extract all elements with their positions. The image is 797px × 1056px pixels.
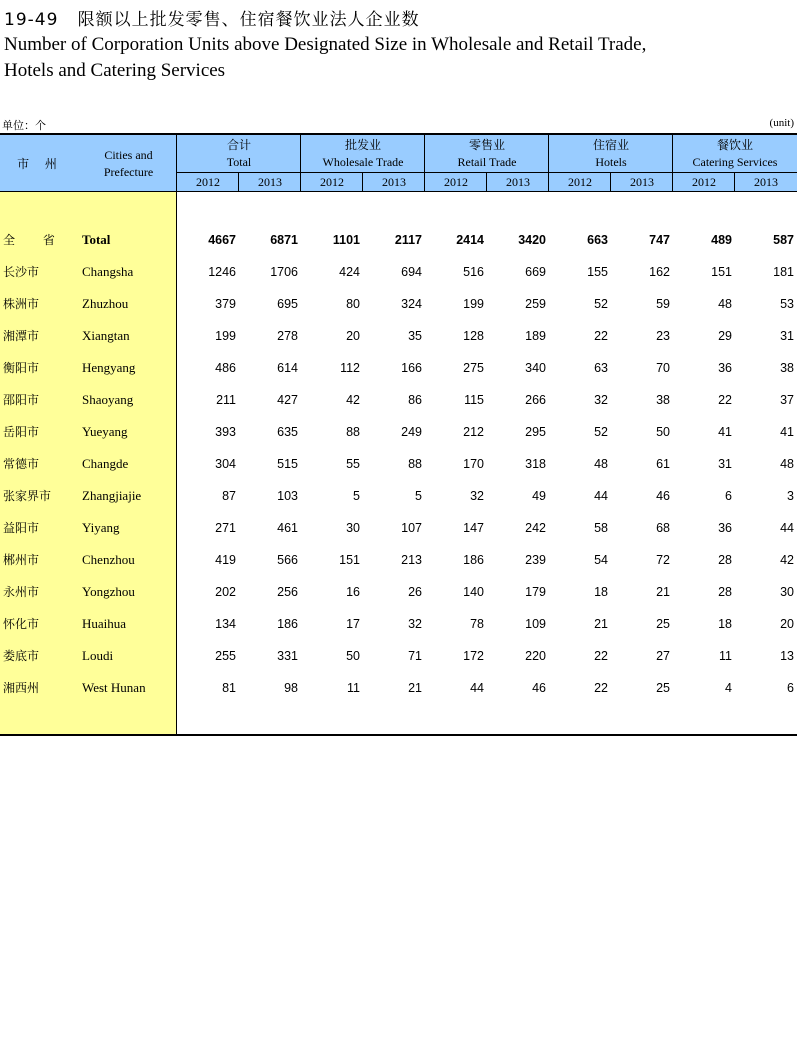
row-label-cn: 岳阳市 [3, 425, 40, 439]
table-cell: 189 [525, 329, 546, 343]
table-cell: 86 [408, 393, 422, 407]
row-label-cn: 怀化市 [3, 617, 40, 631]
table-cell: 566 [277, 553, 298, 567]
table-cell: 213 [401, 553, 422, 567]
table-cell: 1246 [208, 265, 236, 279]
table-cell: 107 [401, 521, 422, 535]
table-cell: 2117 [394, 233, 422, 247]
table-cell: 1706 [270, 265, 298, 279]
table-cell: 41 [780, 425, 794, 439]
table-cell: 48 [718, 297, 732, 311]
table-cell: 461 [277, 521, 298, 535]
table-cell: 275 [463, 361, 484, 375]
table-cell: 115 [464, 393, 484, 407]
table-cell: 22 [594, 649, 608, 663]
table-cell: 155 [587, 265, 608, 279]
table-cell: 181 [773, 265, 794, 279]
table-cell: 17 [346, 617, 360, 631]
table-cell: 669 [525, 265, 546, 279]
table-cell: 31 [780, 329, 794, 343]
table-cell: 80 [346, 297, 360, 311]
table-cell: 61 [656, 457, 670, 471]
table-cell: 172 [463, 649, 484, 663]
table-row [0, 416, 797, 448]
table-cell: 151 [711, 265, 732, 279]
table-cell: 58 [594, 521, 608, 535]
table-cell: 13 [780, 649, 794, 663]
table-cell: 37 [780, 393, 794, 407]
table-cell: 16 [346, 585, 360, 599]
table-cell: 6 [787, 681, 794, 695]
table-cell: 42 [780, 553, 794, 567]
table-row [0, 288, 797, 320]
table-cell: 516 [463, 265, 484, 279]
table-cell: 318 [525, 457, 546, 471]
row-label-cn: 常德市 [3, 457, 40, 471]
table-cell: 78 [470, 617, 484, 631]
header-year-2012: 2012 [444, 175, 468, 189]
row-label-cn: 长沙市 [3, 265, 40, 279]
table-row-total [0, 224, 797, 256]
table-cell: 331 [277, 649, 298, 663]
header-group-cn: 住宿业 [592, 138, 629, 152]
header-group-cn: 餐饮业 [716, 138, 753, 152]
table-cell: 186 [277, 617, 298, 631]
header-year-2013: 2013 [258, 175, 282, 189]
table-cell: 22 [594, 681, 608, 695]
table-cell: 20 [780, 617, 794, 631]
table-cell: 695 [277, 297, 298, 311]
header-group-catering [673, 137, 797, 171]
table-cell: 68 [656, 521, 670, 535]
row-label-cn: 娄底市 [3, 649, 40, 663]
header-group-en: Hotels [595, 155, 627, 169]
table-cell: 53 [780, 297, 794, 311]
table-cell: 166 [401, 361, 422, 375]
table-cell: 32 [408, 617, 422, 631]
row-label-cn: 邵阳市 [3, 393, 40, 407]
table-cell: 128 [463, 329, 484, 343]
table-cell: 59 [656, 297, 670, 311]
table-cell: 32 [594, 393, 608, 407]
header-group-cn: 零售业 [468, 138, 505, 152]
table-cell: 52 [594, 425, 608, 439]
header-group-en: Wholesale Trade [322, 155, 404, 169]
header-group-en: Retail Trade [457, 155, 517, 169]
table-cell: 72 [656, 553, 670, 567]
table-cell: 41 [718, 425, 732, 439]
table-cell: 18 [718, 617, 732, 631]
table-cell: 614 [277, 361, 298, 375]
table-cell: 25 [656, 617, 670, 631]
table-cell: 304 [215, 457, 236, 471]
table-bottom-rule [0, 734, 797, 736]
table-cell: 21 [408, 681, 422, 695]
header-group-total [177, 137, 301, 171]
row-label-en: Xiangtan [82, 328, 130, 343]
table-cell: 2414 [456, 233, 484, 247]
table-cell: 44 [470, 681, 484, 695]
table-cell: 147 [463, 521, 484, 535]
header-group-retail [425, 137, 549, 171]
table-cell: 81 [222, 681, 236, 695]
table-cell: 1101 [332, 233, 360, 247]
row-label-cn: 湘西州 [3, 681, 40, 695]
unit-label-cn: 单位：个 [2, 119, 46, 132]
table-row [0, 448, 797, 480]
row-label-cn: 湘潭市 [3, 329, 40, 343]
table-cell: 55 [346, 457, 360, 471]
table-cell: 98 [284, 681, 298, 695]
table-cell: 694 [401, 265, 422, 279]
table-title-en-line2: Hotels and Catering Services [4, 60, 226, 81]
header-year-2013: 2013 [630, 175, 654, 189]
table-cell: 35 [408, 329, 422, 343]
table-cell: 134 [215, 617, 236, 631]
table-cell: 255 [215, 649, 236, 663]
table-cell: 747 [649, 233, 670, 247]
row-label-en: Zhuzhou [82, 296, 129, 311]
table-cell: 271 [215, 521, 236, 535]
table-cell: 20 [346, 329, 360, 343]
table-row [0, 352, 797, 384]
header-year-2012: 2012 [320, 175, 344, 189]
table-cell: 489 [711, 233, 732, 247]
table-cell: 324 [401, 297, 422, 311]
table-cell: 49 [532, 489, 546, 503]
table-cell: 28 [718, 553, 732, 567]
table-row [0, 384, 797, 416]
table-cell: 4667 [208, 233, 236, 247]
table-title-en-line1: Number of Corporation Units above Designated Size in Wholesale and Retail Trade, [4, 34, 647, 55]
table-cell: 18 [594, 585, 608, 599]
table-cell: 199 [215, 329, 236, 343]
table-cell: 259 [525, 297, 546, 311]
table-cell: 44 [780, 521, 794, 535]
table-cell: 54 [594, 553, 608, 567]
table-cell: 87 [222, 489, 236, 503]
table-row [0, 544, 797, 576]
table-cell: 50 [656, 425, 670, 439]
header-group-hotels [549, 137, 673, 171]
table-cell: 70 [656, 361, 670, 375]
table-cell: 31 [718, 457, 732, 471]
table-cell: 239 [525, 553, 546, 567]
table-cell: 48 [594, 457, 608, 471]
table-cell: 5 [353, 489, 360, 503]
row-label-en: Hengyang [82, 360, 136, 375]
row-label-cn: 全 省 [3, 233, 67, 247]
title-cn-text: 限额以上批发零售、住宿餐饮业法人企业数 [77, 10, 420, 30]
table-cell: 88 [408, 457, 422, 471]
table-cell: 266 [525, 393, 546, 407]
table-cell: 424 [339, 265, 360, 279]
table-cell: 21 [656, 585, 670, 599]
table-cell: 26 [408, 585, 422, 599]
table-cell: 419 [215, 553, 236, 567]
table-cell: 46 [656, 489, 670, 503]
table-cell: 162 [649, 265, 670, 279]
table-cell: 211 [216, 393, 236, 407]
table-cell: 179 [525, 585, 546, 599]
table-cell: 38 [780, 361, 794, 375]
header-year-2012: 2012 [196, 175, 220, 189]
table-cell: 393 [215, 425, 236, 439]
table-cell: 3420 [518, 233, 546, 247]
table-cell: 140 [463, 585, 484, 599]
table-cell: 50 [346, 649, 360, 663]
table-cell: 379 [215, 297, 236, 311]
row-label-en: West Hunan [82, 680, 146, 695]
header-group-cn: 合计 [226, 138, 251, 152]
table-cell: 44 [594, 489, 608, 503]
table-row [0, 256, 797, 288]
table-cell: 340 [525, 361, 546, 375]
table-cell: 515 [277, 457, 298, 471]
table-cell: 202 [215, 585, 236, 599]
table-cell: 27 [656, 649, 670, 663]
row-label-cn: 株洲市 [3, 297, 40, 311]
table-cell: 249 [401, 425, 422, 439]
table-cell: 29 [718, 329, 732, 343]
row-label-en: Changsha [82, 264, 134, 279]
table-cell: 587 [773, 233, 794, 247]
header-group-en: Catering Services [692, 155, 778, 169]
unit-label-en: (unit) [769, 117, 794, 129]
header-city-cn: 市 州 [17, 157, 63, 171]
table-cell: 199 [463, 297, 484, 311]
table-cell: 36 [718, 361, 732, 375]
table-cell: 151 [339, 553, 360, 567]
table-cell: 38 [656, 393, 670, 407]
table-cell: 46 [532, 681, 546, 695]
table-cell: 427 [277, 393, 298, 407]
table-cell: 42 [346, 393, 360, 407]
table-row [0, 576, 797, 608]
table-cell: 5 [415, 489, 422, 503]
table-cell: 103 [277, 489, 298, 503]
table-cell: 28 [718, 585, 732, 599]
table-cell: 242 [525, 521, 546, 535]
table-row [0, 640, 797, 672]
table-cell: 663 [587, 233, 608, 247]
table-row [0, 320, 797, 352]
table-row [0, 672, 797, 704]
table-cell: 186 [463, 553, 484, 567]
row-label-en: Yueyang [82, 424, 128, 439]
table-cell: 278 [277, 329, 298, 343]
row-label-en: Chenzhou [82, 552, 135, 567]
table-row [0, 512, 797, 544]
header-group-wholesale [301, 137, 425, 171]
table-cell: 3 [787, 489, 794, 503]
row-label-cn: 益阳市 [3, 521, 40, 535]
table-cell: 295 [525, 425, 546, 439]
header-year-2013: 2013 [754, 175, 778, 189]
row-label-en: Yongzhou [82, 584, 135, 599]
row-label-en: Shaoyang [82, 392, 134, 407]
table-title-cn [4, 5, 420, 30]
table-cell: 36 [718, 521, 732, 535]
table-cell: 11 [719, 649, 732, 663]
row-label-en: Huaihua [82, 616, 127, 631]
header-city-en [80, 147, 177, 181]
header-group-en: Total [226, 155, 252, 169]
table-number: 19-49 [4, 10, 59, 30]
table-cell: 30 [346, 521, 360, 535]
table-row [0, 480, 797, 512]
row-label-en: Loudi [82, 648, 114, 663]
header-city-en-line1: Cities and [104, 148, 153, 162]
table-cell: 71 [408, 649, 422, 663]
table-cell: 32 [470, 489, 484, 503]
table-cell: 48 [780, 457, 794, 471]
table-row [0, 608, 797, 640]
row-label-en: Zhangjiajie [82, 488, 142, 503]
header-group-cn: 批发业 [344, 138, 381, 152]
header-year-2013: 2013 [506, 175, 530, 189]
table-cell: 112 [340, 361, 360, 375]
table-cell: 109 [525, 617, 546, 631]
row-label-en: Changde [82, 456, 129, 471]
table-cell: 63 [594, 361, 608, 375]
table-cell: 23 [656, 329, 670, 343]
header-year-2013: 2013 [382, 175, 406, 189]
table-cell: 486 [215, 361, 236, 375]
table-cell: 4 [725, 681, 732, 695]
table-cell: 88 [346, 425, 360, 439]
row-label-en: Total [82, 232, 111, 247]
table-cell: 6871 [270, 233, 298, 247]
table-cell: 21 [594, 617, 608, 631]
table-cell: 212 [463, 425, 484, 439]
table-cell: 52 [594, 297, 608, 311]
row-label-cn: 张家界市 [3, 489, 52, 503]
table-cell: 6 [725, 489, 732, 503]
header-year-2012: 2012 [692, 175, 716, 189]
table-cell: 170 [463, 457, 484, 471]
header-year-2012: 2012 [568, 175, 592, 189]
table-cell: 256 [277, 585, 298, 599]
row-label-en: Yiyang [82, 520, 120, 535]
header-city-en-line2: Prefecture [103, 165, 154, 179]
table-cell: 25 [656, 681, 670, 695]
table-cell: 22 [594, 329, 608, 343]
table-cell: 22 [718, 393, 732, 407]
table-cell: 220 [525, 649, 546, 663]
table-cell: 11 [347, 681, 360, 695]
row-label-cn: 永州市 [3, 585, 40, 599]
table-cell: 30 [780, 585, 794, 599]
row-label-cn: 郴州市 [3, 553, 40, 567]
row-label-cn: 衡阳市 [3, 361, 40, 375]
table-cell: 635 [277, 425, 298, 439]
